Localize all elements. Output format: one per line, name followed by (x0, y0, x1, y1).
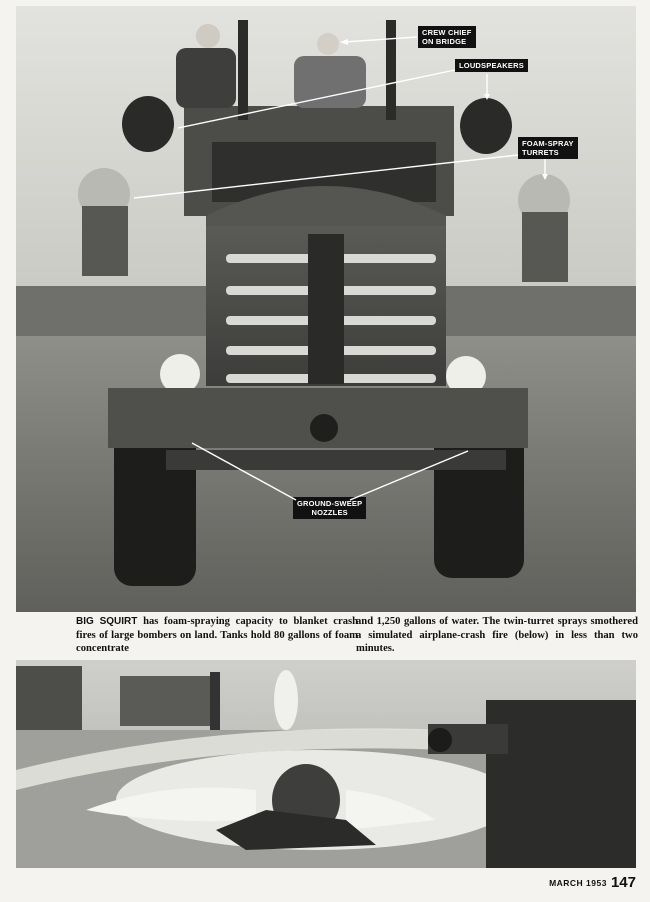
callout-loudspeakers: LOUDSPEAKERS (455, 59, 528, 72)
issue-date: MARCH 1953 (549, 877, 607, 888)
truck-front-photo (16, 6, 636, 612)
caption-right-column: and 1,250 gallons of water. The twin-turret sprays smothered a simulated airplane-crash fire (below) in less than two minutes. (356, 616, 638, 655)
page-number: 147 (610, 874, 636, 892)
caption-left-column (76, 615, 358, 656)
caption-left-text: has foam-spraying capacity to blanket crash fires of large bombers on land. Tanks hold 80 gallons of foam concentrate (76, 616, 359, 655)
page-folio (549, 874, 636, 892)
caption-lead: BIG SQUIRT (76, 616, 138, 627)
callout-ground-nozzles: GROUND-SWEEP NOZZLES (293, 497, 366, 519)
foam-spray-crash-photo (16, 660, 636, 868)
callout-crew-chief: CREW CHIEF ON BRIDGE (418, 26, 476, 48)
callout-foam-turrets: FOAM-SPRAY TURRETS (518, 137, 578, 159)
